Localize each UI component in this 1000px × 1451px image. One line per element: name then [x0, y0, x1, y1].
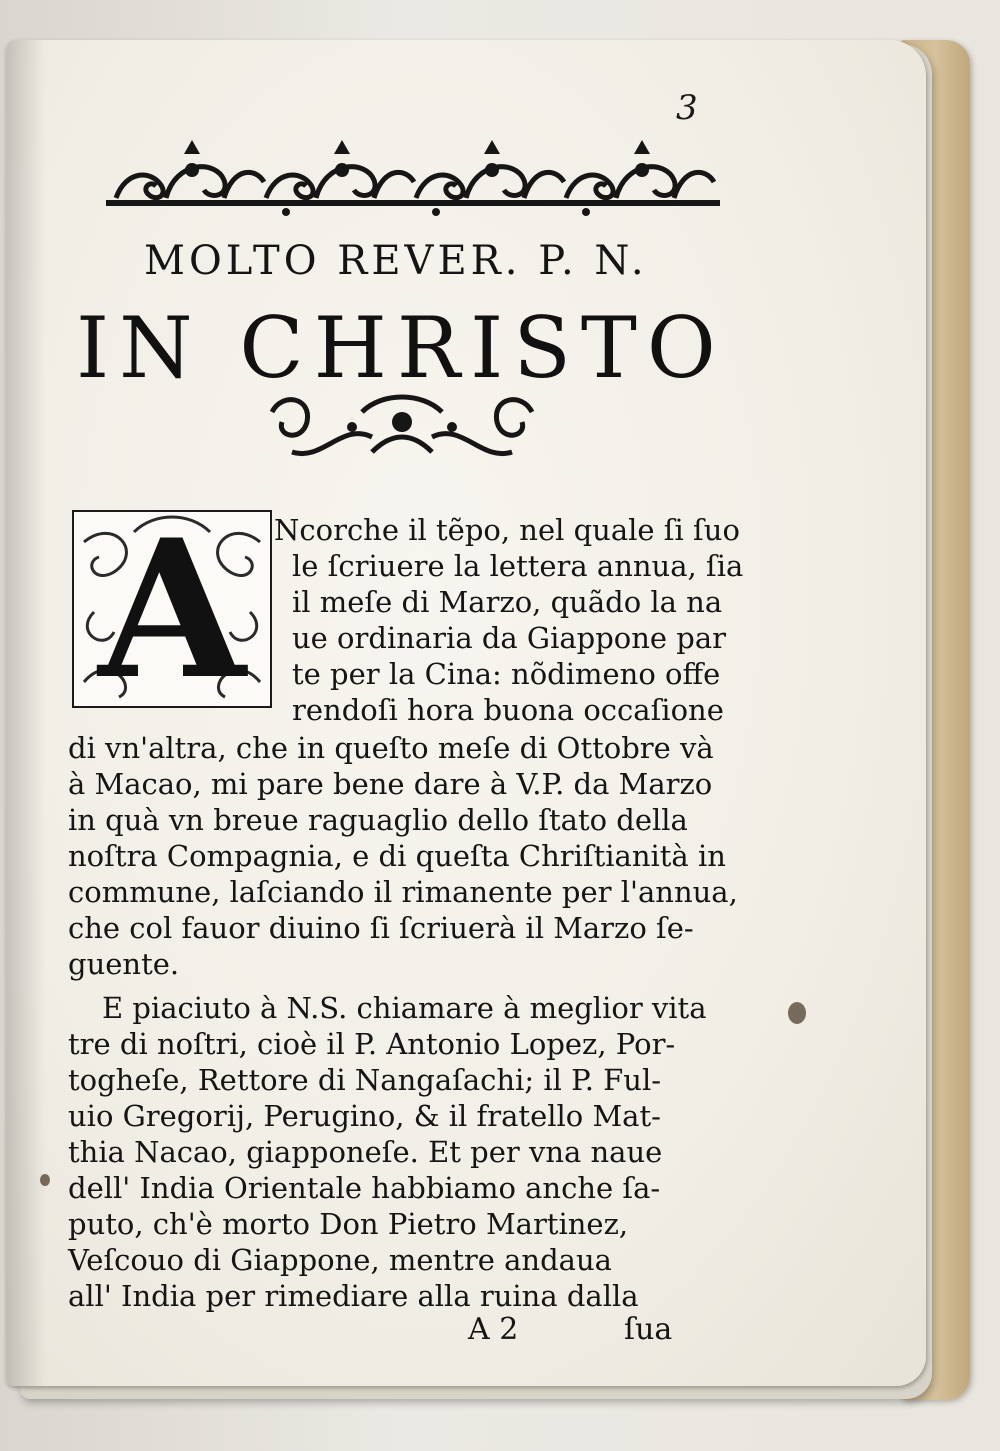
text-line: Ncorche il tẽpo, nel quale ſi ſuo	[274, 513, 740, 547]
signature-mark: A 2	[468, 1312, 519, 1347]
text-line: thia Nacao, giapponeſe. Et per vna naue	[68, 1135, 663, 1169]
foxing-spot	[788, 1002, 806, 1024]
text-line: le ſcriuere la lettera annua, ſia	[292, 549, 744, 583]
text-line: tre di noſtri, cioè il P. Antonio Lopez, Por-	[68, 1027, 676, 1061]
text-line: commune, laſciando il rimanente per l'annua,	[68, 875, 738, 909]
text-line: puto, ch'è morto Don Pietro Martinez,	[68, 1207, 629, 1241]
text-line: di vn'altra, che in queſto meſe di Ottobre và	[68, 731, 714, 765]
heading-salutation: MOLTO REVER. P. N.	[144, 238, 648, 284]
text-line: all' India per rimediare alla ruina dalla	[68, 1279, 639, 1313]
text-line: che col fauor diuino ſi ſcriuerà il Marzo ſe-	[68, 911, 694, 945]
text-line: E piaciuto à N.S. chiamare à meglior vita	[102, 991, 707, 1025]
text-line: dell' India Orientale habbiamo anche ſa-	[68, 1171, 661, 1205]
text-line: noſtra Compagnia, e di queſta Chriſtianità in	[68, 839, 726, 873]
ink-spot	[40, 1174, 50, 1186]
text-line: rendoſi hora buona occaſione	[292, 693, 724, 727]
page-number: 3	[676, 88, 698, 128]
text-line: Veſcouo di Giappone, mentre andaua	[68, 1243, 612, 1277]
heading-in-christo: IN CHRISTO	[76, 299, 726, 397]
text-line: togheſe, Rettore di Nangaſachi; il P. Ful-	[68, 1063, 662, 1097]
book-page	[6, 40, 926, 1386]
text-line: à Macao, mi pare bene dare à V.P. da Marzo	[68, 767, 713, 801]
catchword: ſua	[624, 1312, 673, 1347]
text-line: uio Gregorij, Perugino, & il fratello Mat-	[68, 1099, 661, 1133]
initial-letter: A	[98, 498, 246, 721]
text-line: ue ordinaria da Giappone par	[292, 621, 726, 655]
text-line: guente.	[68, 947, 180, 981]
text-line: in quà vn breue raguaglio dello ſtato della	[68, 803, 688, 837]
text-line: te per la Cina: nõdimeno offe	[292, 657, 721, 691]
body-text	[6, 40, 926, 1386]
text-line: il meſe di Marzo, quãdo la na	[292, 585, 723, 619]
